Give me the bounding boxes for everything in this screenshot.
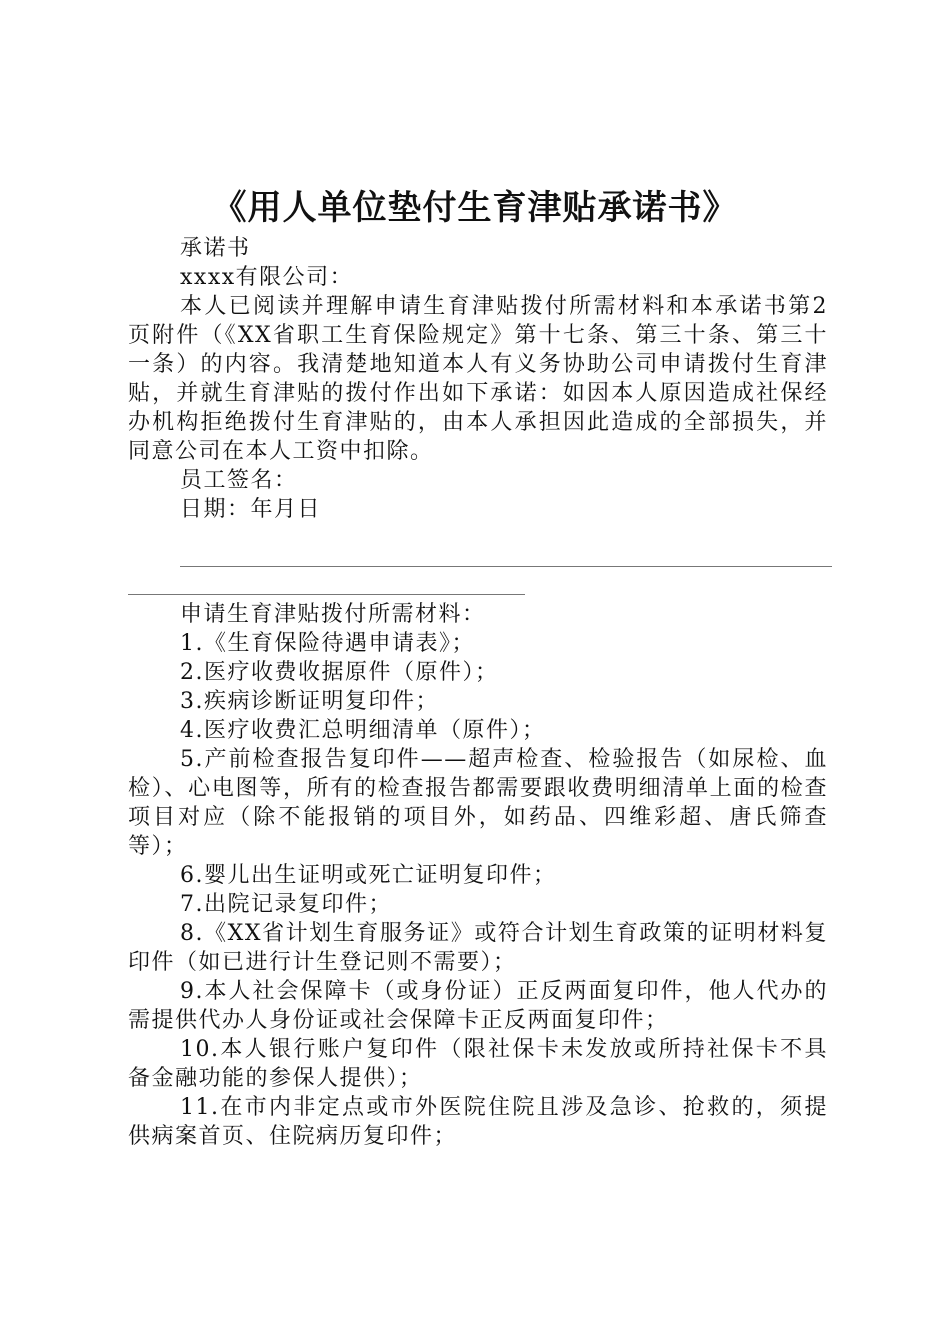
document-title: 《用人单位垫付生育津贴承诺书》: [212, 188, 738, 228]
list-item: 7.出院记录复印件；: [180, 892, 392, 917]
list-item: 9.本人社会保障卡（或身份证）正反两面复印件，他人代办的需提供代办人身份证或社会保障卡正反两面复印件；: [128, 979, 828, 1033]
signature-label: 员工签名：: [180, 468, 298, 493]
commitment-body: 本人已阅读并理解申请生育津贴拨付所需材料和本承诺书第2页附件（《XX省职工生育保险规定》第十七条、第三十条、第三十一条）的内容。我清楚地知道本人有义务协助公司申请拨付生育津贴，并就生育津贴的拨付作出如下承诺：如因本人原因造成社保经办机构拒绝拨付生育津贴的，由本人承担因此造成的全部损失，并同意公司在本人工资中扣除。: [128, 294, 828, 464]
list-item: 10.本人银行账户复印件（限社保卡未发放或所持社保卡不具备金融功能的参保人提供）；: [128, 1037, 828, 1091]
list-item: 3.疾病诊断证明复印件；: [180, 689, 439, 714]
list-item: 5.产前检查报告复印件——超声检查、检验报告（如尿检、血检）、心电图等，所有的检查报告都需要跟收费明细清单上面的检查项目对应（除不能报销的项目外，如药品、四维彩超、唐氏筛查等）；: [128, 747, 828, 859]
addressee: xxxx有限公司：: [180, 265, 354, 290]
list-item: 4.医疗收费汇总明细清单（原件）；: [180, 718, 546, 743]
materials-heading: 申请生育津贴拨付所需材料：: [180, 602, 486, 627]
commitment-section: [128, 234, 828, 524]
divider-line: [180, 566, 832, 567]
list-item: 11.在市内非定点或市外医院住院且涉及急诊、抢救的，须提供病案首页、住院病历复印件；: [128, 1095, 828, 1149]
list-item: 8.《XX省计划生育服务证》或符合计划生育政策的证明材料复印件（如已进行计生登记则不需要）；: [128, 921, 828, 975]
materials-section: [128, 600, 828, 1151]
commitment-heading: 承诺书: [180, 236, 251, 261]
date-label: 日期：年月日: [180, 497, 322, 522]
list-item: 2.医疗收费收据原件（原件）；: [180, 660, 499, 685]
list-item: 6.婴儿出生证明或死亡证明复印件；: [180, 863, 557, 888]
list-item: 1.《生育保险待遇申请表》；: [180, 631, 475, 656]
divider-line-short: [128, 594, 525, 595]
